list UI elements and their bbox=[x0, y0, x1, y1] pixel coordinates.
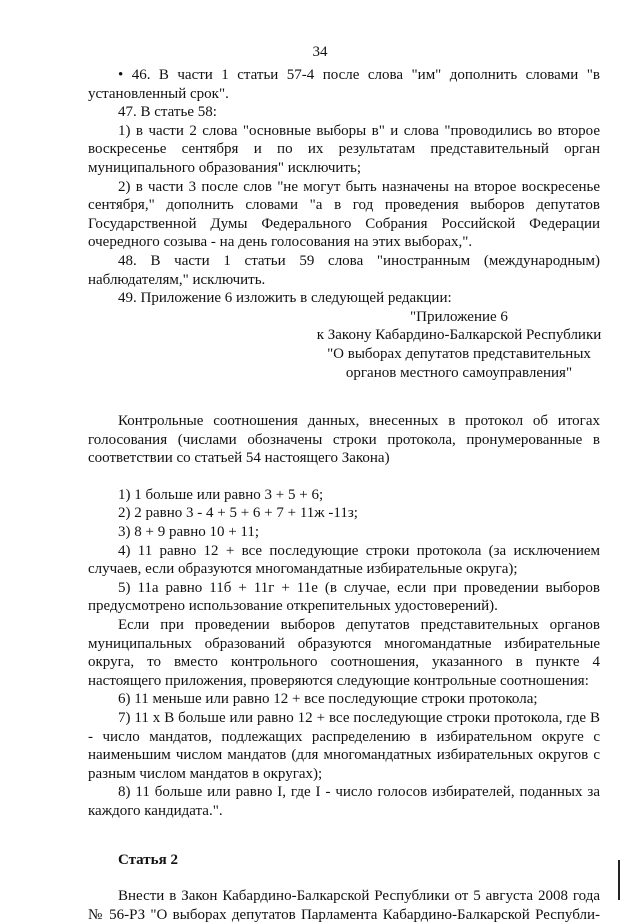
margin-mark bbox=[618, 860, 620, 900]
article-heading: Статья 2 bbox=[118, 851, 178, 868]
appendix-line-1: "Приложение 6 bbox=[410, 308, 508, 325]
paragraph-47: 47. В статье 58: bbox=[118, 104, 217, 121]
list-item: 4) 11 равно 12 + все последующие строки протокола (за исключением случаев, если образуются многомандатные избирательные округа); bbox=[88, 542, 600, 578]
paragraph-46: • 46. В части 1 статьи 57-4 после слова "им" дополнить словами "в установленный срок". bbox=[88, 67, 600, 102]
list-item: 6) 11 меньше или равно 12 + все последующие строки протокола; bbox=[118, 691, 538, 708]
list-item: 7) 11 х В больше или равно 12 + все последующие строки протокола, где В - число мандатов, подлежащих распределению в избирательном округе с наименьшим числом мандатов (для многомандатных избирательных округов с разным числом мандатов в округах); bbox=[88, 710, 600, 782]
article-2-text: Внести в Закон Кабардино-Балкарской Республики от 5 августа 2008 года № 56-РЗ "О выборах депутатов Парламента Кабардино-Балкарской Республи- bbox=[88, 888, 600, 923]
list-item: 8) 11 больше или равно I, где I - число голосов избирателей, поданных за каждого кандидата.". bbox=[88, 784, 600, 819]
appendix-header bbox=[314, 308, 604, 382]
list-item: 1) 1 больше или равно 3 + 5 + 6; bbox=[118, 486, 324, 503]
paragraph-47-2: 2) в части 3 после слов "не могут быть назначены на второе воскресенье сентября," дополнить словами "а в год проведения выборов депутатов Государственной Думы Федерального Собрания Российской Федерации очередного созыва - на день голосования на этих выборах,". bbox=[88, 178, 600, 251]
paragraph-49: 49. Приложение 6 изложить в следующей редакции: bbox=[118, 290, 452, 307]
list-item: 5) 11а равно 11б + 11г + 11е (в случае, если при проведении выборов предусмотрено использование открепительных удостоверений). bbox=[88, 579, 600, 615]
appendix-line-2: к Закону Кабардино-Балкарской Республики bbox=[316, 327, 602, 344]
list-item: 3) 8 + 9 равно 10 + 11; bbox=[118, 524, 260, 541]
control-intro: Контрольные соотношения данных, внесенных в протокол об итогах голосования (числами обозначены строки протокола, пронумерованные в соответствии со статьей 54 настоящего Закона) bbox=[88, 413, 600, 467]
page-number: 34 bbox=[312, 44, 328, 60]
paragraph-48: 48. В части 1 статьи 59 слова "иностранным (международным) наблюдателям," исключить. bbox=[88, 252, 600, 288]
appendix-line-4: органов местного самоуправления" bbox=[345, 364, 573, 381]
list-item: Если при проведении выборов депутатов представительных органов муниципальных образований образуются многомандатные избирательные округа, то вместо контрольного соотношения, указанного в пункте 4 настоящего приложения, проверяются следующие контрольные соотношения: bbox=[88, 617, 600, 689]
paragraph-47-1: 1) в части 2 слова "основные выборы в" и слова "проводились во второе воскресенье сентября и по их результатам представительный орган муниципального образования" исключить; bbox=[88, 122, 600, 176]
list-item: 2) 2 равно 3 - 4 + 5 + 6 + 7 + 11ж -11з; bbox=[118, 505, 358, 522]
document-body bbox=[88, 66, 600, 924]
appendix-line-3: "О выборах депутатов представительных bbox=[327, 345, 591, 362]
